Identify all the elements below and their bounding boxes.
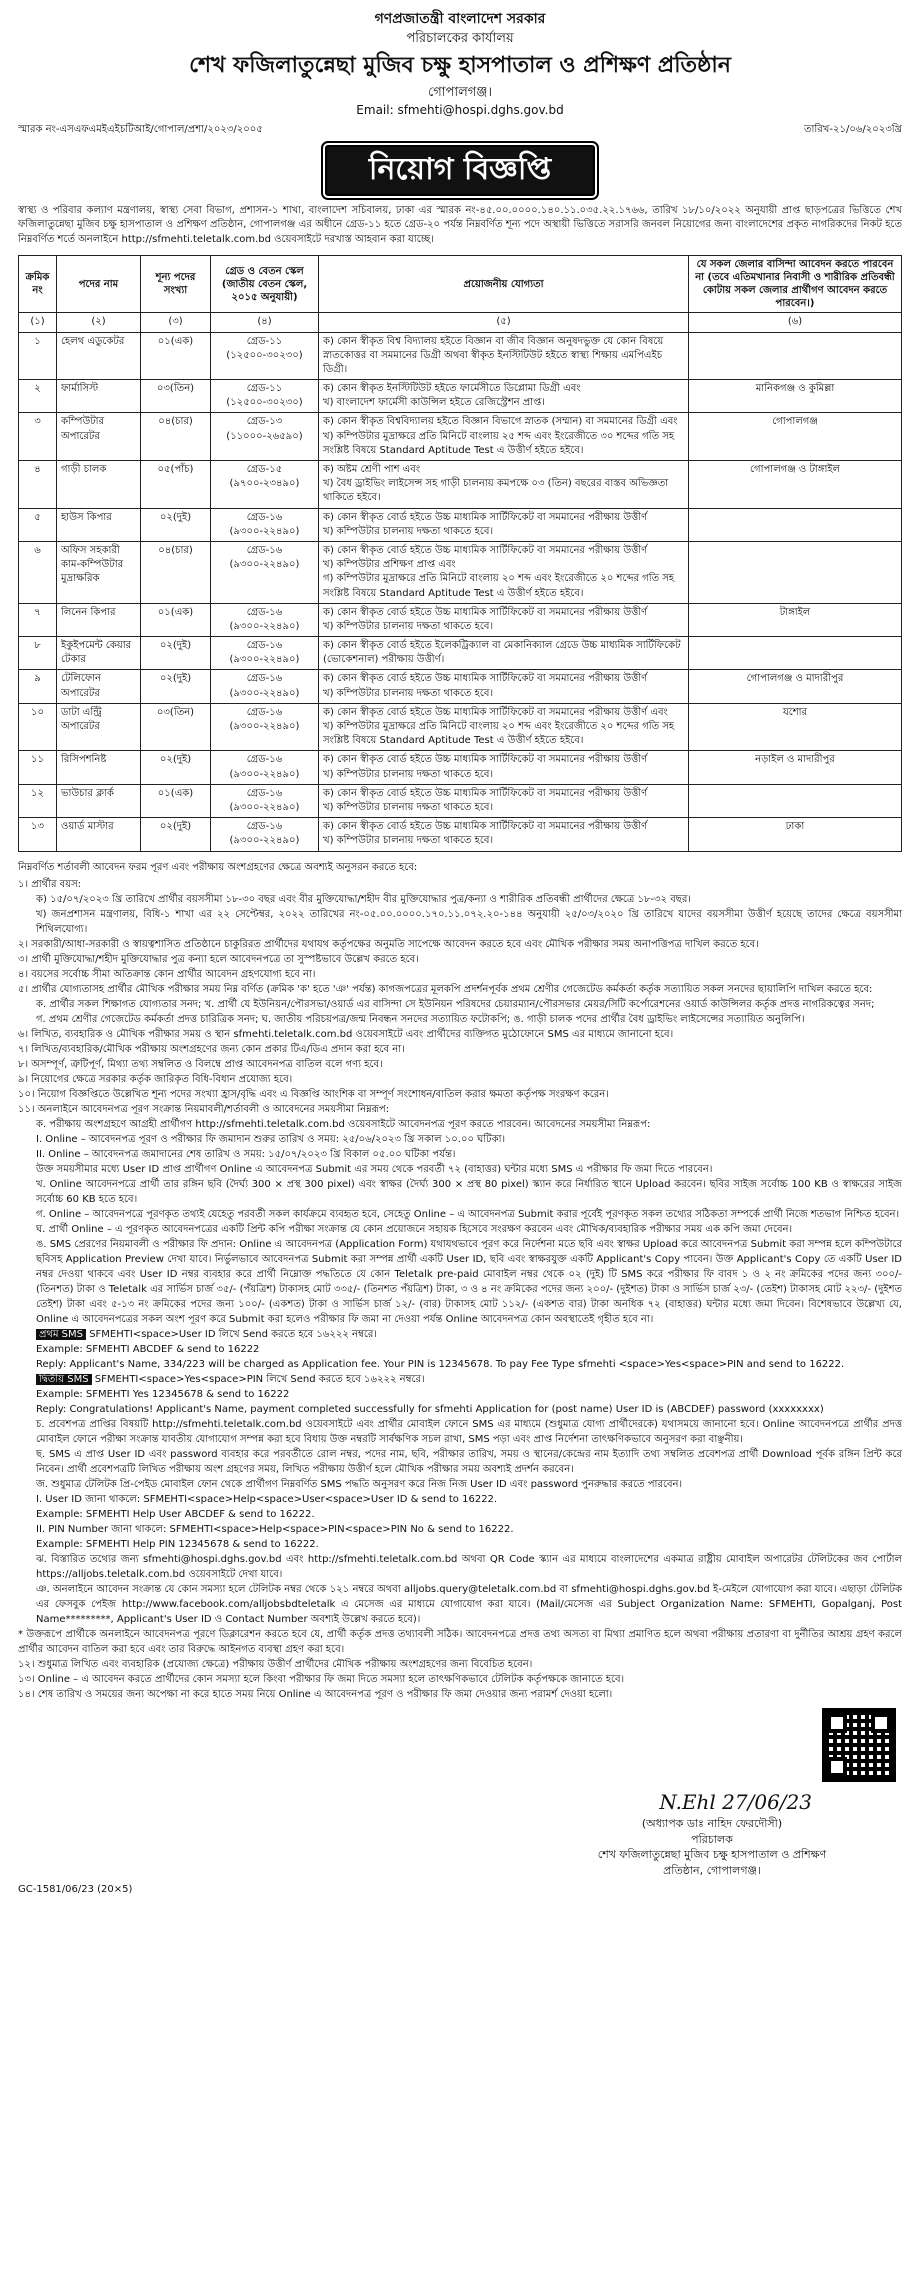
- row-post: কম্পিউটার অপারেটর: [57, 413, 141, 461]
- grade-label: গ্রেড-১১: [246, 335, 283, 347]
- row-districts: গোপালগঞ্জ ও মাদারীপুর: [689, 670, 902, 703]
- row-districts: [689, 508, 902, 541]
- row-districts: মানিকগঞ্জ ও কুমিল্লা: [689, 380, 902, 413]
- table-row: [19, 703, 902, 751]
- qualification-item: খ) কম্পিউটার চালনায় দক্ষতা থাকতে হবে।: [323, 835, 494, 847]
- qualification-item: ক) কোন স্বীকৃত বোর্ড হইতে ইলেকট্রিক্যাল বা মেকানিক্যাল গ্রেডে উচ্চ মাধ্যমিক সার্টিফিকেট (ভোকেশনাল) পরীক্ষায় উত্তীর্ণ।: [323, 640, 681, 666]
- row-count: ০৪(চার): [141, 413, 211, 461]
- row-qualification: [319, 461, 689, 509]
- colnum: (৫): [319, 313, 689, 332]
- table-row: [19, 751, 902, 784]
- grade-label: গ্রেড-১৬: [246, 787, 283, 799]
- condition-line: ঘ. প্রার্থী Online – এ পূরণকৃত আবেদনপত্রের একটি প্রিন্ট কপি পরীক্ষা সংক্রান্ত যে কোন প্রয়োজনে সহায়ক হিসেবে সংরক্ষণ করবেন এবং মৌখিক/ব্যবহারিক পরীক্ষার সময় এক কপি জমা দেবেন।: [36, 1223, 793, 1235]
- col-post: পদের নাম: [57, 256, 141, 313]
- condition-line: Example: SFMEHTI Help User ABCDEF & send to 16222.: [36, 1508, 315, 1520]
- col-grade: গ্রেড ও বেতন স্কেল (জাতীয় বেতন স্কেল, ২০১৫ অনুযায়ী): [211, 256, 319, 313]
- condition-line: উক্ত সময়সীমার মধ্যে User ID প্রাপ্ত প্রার্থীগণ Online এ আবেদনপত্র Submit এর সময় থেকে পরবর্তী ৭২ (বাহাত্তর) ঘন্টার মধ্যে SMS এ পরীক্ষার ফি জমা দিতে পারবেন।: [36, 1163, 713, 1175]
- table-row: [19, 541, 902, 603]
- sms1-text: SFMEHTI<space>User ID লিখে Send করতে হবে ১৬২২২ নম্বরে।: [89, 1328, 377, 1340]
- row-post: লিনেন কিপার: [57, 603, 141, 636]
- row-grade: [211, 413, 319, 461]
- row-qualification: [319, 541, 689, 603]
- qualification-item: ক) কোন স্বীকৃত বোর্ড হইতে উচ্চ মাধ্যমিক সার্টিফিকেট বা সমমানের পরীক্ষায় উত্তীর্ণ: [323, 606, 648, 618]
- signature-area: [18, 1708, 902, 1896]
- signatory-designation: পরিচালক: [691, 1832, 733, 1846]
- pay-scale: (১২৫০০-৩০২৩০): [226, 349, 303, 361]
- pay-scale: (৯৩০০-২২৪৯০): [229, 721, 300, 733]
- row-districts: [689, 541, 902, 603]
- row-serial: ৪: [19, 461, 57, 509]
- row-post: অফিস সহকারী কাম-কম্পিউটার মুদ্রাক্ষরিক: [57, 541, 141, 603]
- row-districts: [689, 784, 902, 817]
- vacancy-table: [18, 255, 902, 851]
- column-number-row: [19, 313, 902, 332]
- qualification-item: খ) বাংলাদেশ ফার্মেসী কাউন্সিল হইতে রেজিস্ট্রেশন প্রাপ্ত।: [323, 397, 545, 409]
- row-qualification: [319, 751, 689, 784]
- condition-line: গ. Online – আবেদনপত্রে পূরণকৃত তথ্যই যেহেতু পরবর্তী সকল কার্যক্রমে ব্যবহৃত হবে, সেহেতু Online – এ আবেদনপত্র Submit করার পূর্বেই পূরণকৃত সকল তথ্যের সঠিকতা সম্পর্কে প্রার্থী নিজে শতভাগ নিশ্চিত হবেন।: [36, 1208, 900, 1220]
- condition-line: ৫। প্রার্থীর যোগ্যতাসহ প্রার্থীর মৌখিক পরীক্ষার সময় নিম্ন বর্ণিত (ক্রমিক 'ক' হতে 'ঞ' পর্যন্ত) কাগজপত্রের মূলকপি প্রদর্শনপূর্বক প্রথম শ্রেণীর গেজেটেড কর্মকর্তা কর্তৃক সত্যায়িত সকল সনদের ছায়ালিপি দাখিল করতে হবে:: [18, 983, 873, 995]
- row-districts: গোপালগঞ্জ: [689, 413, 902, 461]
- qualification-item: খ) কম্পিউটার মুদ্রাক্ষরে প্রতি মিনিটে বাংলায় ২০ শব্দ এবং ইংরেজীতে ২০ শব্দের গতি সহ সংশ্লিষ্ট বিষয়ে Standard Aptitude Test এ উত্তীর্ণ হইতে হইবে।: [323, 721, 675, 747]
- memo-line: [18, 123, 902, 137]
- pay-scale: (৯৩০০-২২৪৯০): [229, 835, 300, 847]
- qualification-item: ক) অষ্টম শ্রেণী পাশ এবং: [323, 464, 421, 476]
- footer-code: GC-1581/06/23 (20×5): [18, 1884, 133, 1896]
- condition-line: ক. প্রার্থীর সকল শিক্ষাগত যোগ্যতার সনদ; খ. প্রার্থী যে ইউনিয়ন/পৌরসভা/ওয়ার্ড এর বাসিন্দা সে ইউনিয়ন পরিষদের চেয়ারম্যান/পৌরসভার মেয়র/সিটি কর্পোরেশনের ওয়ার্ড কাউন্সিলর কর্তৃক প্রদত্ত নাগরিকত্বের সনদ;: [36, 998, 875, 1010]
- office-name: পরিচালকের কার্যালয়: [406, 30, 514, 46]
- condition-line: ১৩। Online – এ আবেদন করতে প্রার্থীদের কোন সমস্যা হলে কিংবা পরীক্ষার ফি জমা দিতে সমস্যা হলে তাৎক্ষণিকভাবে টেলিটক কর্তৃপক্ষকে জানাতে হবে।: [18, 1673, 625, 1685]
- colnum: (৬): [689, 313, 902, 332]
- grade-label: গ্রেড-১৫: [246, 464, 283, 476]
- condition-line: ৩। প্রার্থী মুক্তিযোদ্ধা/শহীদ মুক্তিযোদ্ধার পুত্র কন্যা হলে আবেদনপত্রে তা সুস্পষ্টভাবে উল্লেখ করতে হবে।: [18, 953, 419, 965]
- qr-code-icon[interactable]: [822, 1708, 896, 1782]
- row-serial: ১৩: [19, 818, 57, 851]
- row-districts: টাঙ্গাইল: [689, 603, 902, 636]
- condition-line: জ. শুধুমাত্র টেলিটক প্রি-পেইড মোবাইল ফোন থেকে প্রার্থীগণ নিম্নবর্ণিত SMS পদ্ধতি অনুসরণ করে নিজ নিজ User ID এবং password পুনরুদ্ধার করতে পারবেন।: [36, 1478, 683, 1490]
- row-grade: [211, 541, 319, 603]
- row-serial: ১১: [19, 751, 57, 784]
- condition-line: ১০। নিয়োগ বিজ্ঞপ্তিতে উল্লেখিত শূন্য পদের সংখ্যা হ্রাস/বৃদ্ধি এবং এ বিজ্ঞপ্তি আংশিক বা সম্পূর্ণ সংশোধন/বাতিল করার ক্ষমতা কর্তৃপক্ষ সংরক্ষণ করেন।: [18, 1088, 609, 1100]
- notice-title: নিয়োগ বিজ্ঞপ্তি: [325, 145, 595, 196]
- qualification-item: ক) কোন স্বীকৃত বোর্ড হইতে উচ্চ মাধ্যমিক সার্টিফিকেট বা সমমানের পরীক্ষায় উত্তীর্ণ: [323, 821, 648, 833]
- title-wrap: [18, 145, 902, 196]
- row-count: ০১(এক): [141, 784, 211, 817]
- table-row: [19, 784, 902, 817]
- row-districts: নড়াইল ও মাদারীপুর: [689, 751, 902, 784]
- qualification-item: খ) কম্পিউটার চালনায় দক্ষতা থাকতে হবে।: [323, 687, 494, 699]
- condition-line: * উক্তরূপে প্রার্থীকে অনলাইনে আবেদনপত্র পূরণে ডিক্লারেশন করতে হবে যে, প্রার্থী কর্তৃক প্রদত্ত তথ্যাবলী সঠিক। আবেদনপত্রে প্রদত্ত তথ্য অসত্য বা মিথ্যা প্রমাণিত হলে অথবা পরীক্ষায় প্রতারণা বা দুর্নীতির আশ্রয় গ্রহণ করলে প্রার্থীর আবেদন বাতিল করা হবে এবং তার বিরুদ্ধে আইনগত ব্যবস্থা গ্রহণ করা হবে।: [18, 1628, 902, 1655]
- row-serial: ৩: [19, 413, 57, 461]
- colnum: (৪): [211, 313, 319, 332]
- grade-label: গ্রেড-১৬: [246, 640, 283, 652]
- row-grade: [211, 637, 319, 670]
- row-serial: ৭: [19, 603, 57, 636]
- office-email: Email: sfmehti@hospi.dghs.gov.bd: [356, 103, 564, 118]
- qualification-item: খ) কম্পিউটার চালনায় দক্ষতা থাকতে হবে।: [323, 620, 494, 632]
- row-qualification: [319, 508, 689, 541]
- conditions-list-2: [18, 1417, 902, 1702]
- row-qualification: [319, 603, 689, 636]
- pay-scale: (৯৭০০-২৩৪৯০): [229, 478, 300, 490]
- sms1-reply: Reply: Applicant's Name, 334/223 will be charged as Application fee. Your PIN is 12345678. To pay Fee Type sfmehti <space>Yes<space>PIN and send to 16222.: [36, 1358, 845, 1370]
- condition-line: ৪। বয়সের সর্বোচ্চ সীমা অতিক্রান্ত কোন প্রার্থীর আবেদন গ্রহণযোগ্য হবে না।: [18, 968, 316, 980]
- pay-scale: (৯৩০০-২২৪৯০): [229, 525, 300, 537]
- qualification-item: ক) কোন স্বীকৃত বোর্ড হইতে উচ্চ মাধ্যমিক সার্টিফিকেট বা সমমানের পরীক্ষায় উত্তীর্ণ: [323, 544, 648, 556]
- row-count: ০৩(তিন): [141, 703, 211, 751]
- qr-finder: [827, 1757, 847, 1777]
- col-serial: ক্রমিক নং: [19, 256, 57, 313]
- colnum: (৩): [141, 313, 211, 332]
- row-qualification: [319, 670, 689, 703]
- row-qualification: [319, 637, 689, 670]
- signature-scribble: N.Ehl 27/06/23: [659, 1789, 812, 1814]
- grade-label: গ্রেড-১১: [246, 383, 283, 395]
- qualification-item: ক) কোন স্বীকৃত ইনস্টিটিউট হইতে ফার্মেসীতে ডিপ্লোমা ডিগ্রী এবং: [323, 383, 581, 395]
- condition-line: ২। সরকারী/আধা-সরকারী ও স্বায়ত্বশাসিত প্রতিষ্ঠানে চাকুরিরত প্রার্থীদের যথাযথ কর্তৃপক্ষের অনুমতি সাপেক্ষে আবেদন করতে হবে এবং মৌখিক পরীক্ষার সময় অনাপত্তিপত্র দাখিল করতে হবে।: [18, 938, 759, 950]
- row-post: হেলথ এডুকেটর: [57, 332, 141, 380]
- condition-line: Example: SFMEHTI Help PIN 12345678 & send to 16222.: [36, 1538, 319, 1550]
- row-post: হাউস কিপার: [57, 508, 141, 541]
- row-districts: ঢাকা: [689, 818, 902, 851]
- government-name: গণপ্রজাতন্ত্রী বাংলাদেশ সরকার: [374, 11, 546, 27]
- row-districts: [689, 637, 902, 670]
- grade-label: গ্রেড-১৬: [246, 606, 283, 618]
- conditions-list: [18, 877, 902, 1327]
- row-serial: ৮: [19, 637, 57, 670]
- qualification-item: ক) কোন স্বীকৃত বোর্ড হইতে উচ্চ মাধ্যমিক সার্টিফিকেট বা সমমানের পরীক্ষায় উত্তীর্ণ: [323, 754, 648, 766]
- condition-line: ঞ. অনলাইনে আবেদন সংক্রান্ত যে কোন সমস্যা হলে টেলিটক নম্বর থেকে ১২১ নম্বরে অথবা alljobs.query@teletalk.com.bd বা sfmehti@hospi.dghs.gov.bd ই-মেইলে যোগাযোগ করা যাবে। এছাড়া টেলিটক এর ফেসবুক পেইজ http://www.facebook.com/alljobsbdteletalk এ মেসেজ এর মাধ্যমে যোগাযোগ করা যাবে। (Mail/মেসেজ এর Subject Organization Name: SFMEHTI, Gopalganj, Post Name*********, Applicant's User ID ও Contact Number অবশ্যই উল্লেখ করতে হবে)।: [36, 1583, 902, 1625]
- row-post: ভাউচার ক্লার্ক: [57, 784, 141, 817]
- sms1-example: Example: SFMEHTI ABCDEF & send to 16222: [36, 1343, 260, 1355]
- colnum: (২): [57, 313, 141, 332]
- sms2-tag: দ্বিতীয় SMS: [36, 1374, 92, 1385]
- conditions-section: [18, 860, 902, 1702]
- qualification-item: খ) কম্পিউটার প্রশিক্ষণ প্রাপ্ত এবং: [323, 559, 456, 571]
- row-count: ০১(এক): [141, 332, 211, 380]
- row-grade: [211, 784, 319, 817]
- row-post: ফার্মাসিস্ট: [57, 380, 141, 413]
- qualification-item: ক) কোন স্বীকৃত বোর্ড হইতে উচ্চ মাধ্যমিক সার্টিফিকেট বা সমমানের পরীক্ষায় উত্তীর্ণ: [323, 787, 648, 799]
- memo-number: স্মারক নং-এসএফএমইএইচটিআই/গোপাল/প্রশা/২০২৩/২০০৫: [18, 124, 263, 136]
- qualification-item: খ) কম্পিউটার মুদ্রাক্ষরে প্রতি মিনিটে বাংলায় ২৫ শব্দ এবং ইংরেজীতে ৩০ শব্দের গতি সহ সংশ্লিষ্ট বিষয়ে Standard Aptitude Test এ উত্তীর্ণ হইতে হইবে।: [323, 430, 675, 456]
- row-count: ০৪(চার): [141, 541, 211, 603]
- grade-label: গ্রেড-১৩: [246, 416, 283, 428]
- row-qualification: [319, 818, 689, 851]
- condition-line: ক) ১৫/০৭/২০২৩ খ্রি তারিখে প্রার্থীর বয়সসীমা ১৮-৩০ বছর এবং বীর মুক্তিযোদ্ধা/শহীদ বীর মুক্তিযোদ্ধার পুত্র/কন্যা ও শারীরিক প্রতিবন্ধী প্রার্থীদের ক্ষেত্রে ১৮-৩২ বছর।: [36, 893, 691, 905]
- row-count: ০২(দুই): [141, 670, 211, 703]
- memo-date: তারিখ-২১/০৬/২০২৩খ্রি: [804, 124, 902, 136]
- row-count: ০২(দুই): [141, 751, 211, 784]
- condition-line: ঝ. বিস্তারিত তথ্যের জন্য sfmehti@hospi.dghs.gov.bd এবং http://sfmehti.teletalk.com.bd অথবা QR Code স্ক্যান এর মাধ্যমে বাংলাদেশের একমাত্র রাষ্ট্রীয় মোবাইল অপারেটর টেলিটকের জব পোর্টাল https://alljobs.teletalk.com.bd ওয়েবসাইটে দেখা যাবে।: [36, 1553, 902, 1580]
- table-row: [19, 603, 902, 636]
- condition-line: ১। প্রার্থীর বয়স:: [18, 878, 82, 890]
- letterhead: [18, 10, 902, 119]
- row-grade: [211, 751, 319, 784]
- signatory-name: (অধ্যাপক ডাঃ নাহিদ ফেরদৌসী): [641, 1816, 783, 1830]
- row-grade: [211, 332, 319, 380]
- qr-finder: [871, 1713, 891, 1733]
- row-districts: গোপালগঞ্জ ও টাঙ্গাইল: [689, 461, 902, 509]
- pay-scale: (৯৩০০-২২৪৯০): [229, 654, 300, 666]
- condition-line: ঙ. SMS প্রেরণের নিয়মাবলী ও পরীক্ষার ফি প্রদান: Online এ আবেদনপত্র (Application Form) যথাযথভাবে পূরণ করে নির্দেশনা মতে ছবি এবং স্বাক্ষর Upload করে আবেদনপত্র Submit করা সম্পন্ন হলে কম্পিউটারে ছবিসহ Application Preview দেখা যাবে। নির্ভুলভাবে আবেদনপত্র Submit করা সম্পন্ন প্রার্থী একটি User ID, ছবি এবং স্বাক্ষরযুক্ত একটি Applicant's Copy পাবেন। উক্ত Applicant's Copy তে একটি User ID নম্বর দেওয়া থাকবে এবং User ID নম্বর ব্যবহার করে প্রার্থী নিম্নোক্ত পদ্ধতিতে যে কোন Teletalk pre-paid মোবাইল নম্বর থেকে ০২ (দুই) টি SMS করে পরীক্ষার ফি বাবদ ১ ও ২ নং ক্রমিকের পদের জন্য ৩০০/- (তিনশত) টাকা ও Teletalk এর সার্ভিস চার্জ ৩৫/- (পঁয়ত্রিশ) টাকাসহ মোট ৩৩৫/- (তিনশত পঁয়ত্রিশ) টাকা, ৩ ও ৪ নং ক্রমিকের পদের জন্য ২০০/- (দুইশত) টাকা ও সার্ভিস চার্জ ২৩/- (তেইশ) টাকাসহ মোট ২২৩/- (দুইশত তেইশ) টাকা এবং ৫-১৩ নং ক্রমিকের পদের জন্য ১০০/- (একশত) টাকা ও সার্ভিস চার্জ ১২/- (বার) টাকাসহ মোট ১১২/- (একশত বার) টাকা অনধিক ৭২ (বাহাত্তর) ঘন্টার মধ্যে জমা দিবেন। বিশেষভাবে উল্লেখ্য যে, Online এ আবেদনপত্রের সকল অংশ পূরণ করে Submit করা হলেও পরীক্ষার ফি জমা না দেওয়া পর্যন্ত Online আবেদনপত্র কোন অবস্থাতেই গৃহীত হবে না।: [36, 1238, 902, 1325]
- qr-finder: [827, 1713, 847, 1733]
- qualification-item: খ) বৈধ ড্রাইভিং লাইসেন্স সহ গাড়ী চালনায় কমপক্ষে ০৩ (তিন) বছরের বাস্তব অভিজ্ঞতা থাকিতে হইবে।: [323, 478, 669, 504]
- sms2-text: SFMEHTI<space>Yes<space>PIN লিখে Send করতে হবে ১৬২২২ নম্বরে।: [94, 1373, 425, 1385]
- signatory-org: শেখ ফজিলাতুন্নেছা মুজিব চক্ষু হাসপাতাল ও প্রশিক্ষণ প্রতিষ্ঠান, গোপালগঞ্জ।: [597, 1848, 827, 1877]
- pay-scale: (১২৫০০-৩০২৩০): [226, 397, 303, 409]
- table-row: [19, 670, 902, 703]
- table-header-row: [19, 256, 902, 313]
- row-count: ০৫(পাঁচ): [141, 461, 211, 509]
- vacancy-rows: [19, 332, 902, 851]
- row-post: ওয়ার্ড মাস্টার: [57, 818, 141, 851]
- condition-line: II. PIN Number জানা থাকলে: SFMEHTI<space>Help<space>PIN<space>PIN No & send to 16222.: [36, 1523, 514, 1535]
- condition-line: ৬। লিখিত, ব্যবহারিক ও মৌখিক পরীক্ষার সময় ও স্থান sfmehti.teletalk.com.bd ওয়েবসাইটে এবং প্রার্থীদের ব্যক্তিগত মুঠোফোনে SMS এর মাধ্যমে জানানো হবে।: [18, 1028, 674, 1040]
- condition-line: খ) জনপ্রশাসন মন্ত্রণালয়, বিধি-১ শাখা এর ২২ সেপ্টেম্বর, ২০২২ তারিখের নং-০৫.০০.০০০০.১৭০.১১.০৭২.২০-১৪৪ অনুযায়ী ২৫/০৩/২০২০ খ্রি তারিখে যাদের বয়সসীমা উত্তীর্ণ হয়েছে তাদের ক্ষেত্রে বয়সসীমা শিথিলযোগ্য।: [36, 908, 902, 935]
- conditions-lead: নিম্নবর্ণিত শর্তাবলী আবেদন ফরম পূরণ এবং পরীক্ষায় অংশগ্রহণের ক্ষেত্রে অবশ্যই অনুসরন করতে হবে:: [18, 861, 418, 873]
- city-name: গোপালগঞ্জ।: [427, 84, 493, 100]
- table-row: [19, 637, 902, 670]
- hospital-name: শেখ ফজিলাতুন্নেছা মুজিব চক্ষু হাসপাতাল ও প্রশিক্ষণ প্রতিষ্ঠান: [189, 53, 731, 79]
- condition-line: I. Online – আবেদনপত্র পূরণ ও পরীক্ষার ফি জমাদান শুরুর তারিখ ও সময়: ২৫/০৬/২০২৩ খ্রি সকাল ১০.০০ ঘটিকা।: [36, 1133, 506, 1145]
- qualification-item: খ) কম্পিউটার চালনায় দক্ষতা থাকতে হবে।: [323, 768, 494, 780]
- grade-label: গ্রেড-১৬: [246, 706, 283, 718]
- grade-label: গ্রেড-১৬: [246, 544, 283, 556]
- qualification-item: খ) কম্পিউটার চালনায় দক্ষতা থাকতে হবে।: [323, 525, 494, 537]
- qualification-item: ক) কোন স্বীকৃত বোর্ড হইতে উচ্চ মাধ্যমিক সার্টিফিকেট বা সমমানের পরীক্ষায় উত্তীর্ণ: [323, 511, 648, 523]
- row-serial: ১২: [19, 784, 57, 817]
- table-row: [19, 332, 902, 380]
- table-row: [19, 508, 902, 541]
- qualification-item: ক) কোন স্বীকৃত বোর্ড হইতে উচ্চ মাধ্যমিক সার্টিফিকেট বা সমমানের পরীক্ষায় উত্তীর্ণ: [323, 673, 648, 685]
- pay-scale: (৯৩০০-২২৪৯০): [229, 768, 300, 780]
- condition-line: I. User ID জানা থাকলে: SFMEHTI<space>Help<space>User<space>User ID & send to 16222.: [36, 1493, 498, 1505]
- row-serial: ১০: [19, 703, 57, 751]
- row-grade: [211, 818, 319, 851]
- row-districts: যশোর: [689, 703, 902, 751]
- condition-line: ১৪। শেষ তারিখ ও সময়ের জন্য অপেক্ষা না করে হাতে সময় নিয়ে Online এ আবেদনপত্র পূরণ ও পরীক্ষার ফি জমা দেওয়ার জন্য পরামর্শ দেওয়া হলো।: [18, 1688, 613, 1700]
- row-count: ০২(দুই): [141, 637, 211, 670]
- row-post: গাড়ী চালক: [57, 461, 141, 509]
- signature-block: [582, 1788, 842, 1879]
- pay-scale: (৯৩০০-২২৪৯০): [229, 559, 300, 571]
- row-count: ০৩(তিন): [141, 380, 211, 413]
- row-serial: ৫: [19, 508, 57, 541]
- row-serial: ৯: [19, 670, 57, 703]
- pay-scale: (৯৩০০-২২৪৯০): [229, 801, 300, 813]
- condition-line: ১২। শুধুমাত্র লিখিত এবং ব্যবহারিক (প্রযোজ্য ক্ষেত্রে) পরীক্ষায় উত্তীর্ণ প্রার্থীদের মৌখিক পরীক্ষায় অংশগ্রহণের জন্য বিবেচিত হবেন।: [18, 1658, 533, 1670]
- row-grade: [211, 703, 319, 751]
- row-grade: [211, 603, 319, 636]
- pay-scale: (৯৩০০-২২৪৯০): [229, 687, 300, 699]
- grade-label: গ্রেড-১৬: [246, 511, 283, 523]
- row-qualification: [319, 784, 689, 817]
- row-count: ০১(এক): [141, 603, 211, 636]
- qualification-item: ক) কোন স্বীকৃত বোর্ড হইতে উচ্চ মাধ্যমিক সার্টিফিকেট বা সমমানের পরীক্ষায় উত্তীর্ণ এবং: [323, 706, 668, 718]
- row-qualification: [319, 703, 689, 751]
- condition-line: ৮। অসম্পূর্ণ, ত্রুটিপূর্ণ, মিথ্যা তথ্য সম্বলিত ও বিলম্বে প্রাপ্ত আবেদনপত্র বাতিল বলে গণ্য হবে।: [18, 1058, 383, 1070]
- condition-line: ৭। লিখিত/ব্যবহারিক/মৌখিক পরীক্ষায় অংশগ্রহণের জন্য কোন প্রকার টিএ/ডিএ প্রদান করা হবে না।: [18, 1043, 405, 1055]
- condition-line: গ. প্রথম শ্রেণীর গেজেটেড কর্মকর্তা প্রদত্ত চারিত্রিক সনদ; ঘ. জাতীয় পরিচয়পত্র/জন্ম নিবন্ধন সনদের সত্যায়িত ফটোকপি; ঙ. গাড়ী চালক পদের প্রার্থীর বৈধ ড্রাইভিং লাইসেন্সের সত্যায়িত অনুলিপি।: [36, 1013, 805, 1025]
- qualification-item: ক) কোন স্বীকৃত বিশ্ববিদ্যালয় হইতে বিজ্ঞান বিভাগে স্নাতক (সম্মান) বা সমমানের ডিগ্রী এবং: [323, 416, 678, 428]
- qualification-item: গ) কম্পিউটার মুদ্রাক্ষরে প্রতি মিনিটে বাংলায় ২০ শব্দ এবং ইংরেজীতে ২০ শব্দের গতি সহ সংশ্লিষ্ট বিষয়ে Standard Aptitude Test এ উত্তীর্ণ হইতে হইবে।: [323, 573, 675, 599]
- sms2-example: Example: SFMEHTI Yes 12345678 & send to 16222: [36, 1388, 290, 1400]
- condition-line: ৯। নিয়োগের ক্ষেত্রে সরকার কর্তৃক জারিকৃত বিধি-বিধান প্রযোজ্য হবে।: [18, 1073, 293, 1085]
- sms1-tag: প্রথম SMS: [36, 1329, 86, 1340]
- qualification-item: ক) কোন স্বীকৃত বিশ্ব বিদ্যালয় হইতে বিজ্ঞান বা জীব বিজ্ঞান অনুষদভুক্ত যে কোন বিষয়ে স্নাতকোত্তর বা সমমানের ডিগ্রী অথবা স্বীকৃত ইনস্টিটিউট হইতে স্বাস্থ্য শিক্ষায় এমপিএইচ ডিগ্রী।: [323, 335, 664, 375]
- row-post: টেলিফোন অপারেটর: [57, 670, 141, 703]
- row-serial: ২: [19, 380, 57, 413]
- pay-scale: (১১০০০-২৬৫৯০): [226, 430, 303, 442]
- sms1-line: [18, 1327, 902, 1342]
- row-grade: [211, 508, 319, 541]
- row-qualification: [319, 332, 689, 380]
- colnum: (১): [19, 313, 57, 332]
- row-grade: [211, 670, 319, 703]
- row-count: ০২(দুই): [141, 818, 211, 851]
- grade-label: গ্রেড-১৬: [246, 754, 283, 766]
- col-qualification: প্রয়োজনীয় যোগ্যতা: [319, 256, 689, 313]
- condition-line: II. Online – আবেদনপত্র জমাদানের শেষ তারিখ ও সময়: ১৫/০৭/২০২৩ খ্রি বিকাল ০৫.০০ ঘটিকা পর্যন্ত।: [36, 1148, 456, 1160]
- condition-line: খ. Online আবেদনপত্রে প্রার্থী তার রঙ্গিন ছবি (দৈর্ঘ্য 300 × প্রস্থ 300 pixel) এবং স্বাক্ষর (দৈর্ঘ্য 300 × প্রস্থ 80 pixel) স্ক্যান করে নির্ধারিত স্থানে Upload করবেন। ছবির সাইজ সর্বোচ্চ 100 KB ও স্বাক্ষরের সাইজ সর্বোচ্চ 60 KB হতে হবে।: [36, 1178, 902, 1205]
- row-post: রিসিপশনিষ্ট: [57, 751, 141, 784]
- row-serial: ১: [19, 332, 57, 380]
- row-count: ০২(দুই): [141, 508, 211, 541]
- row-post: ডাটা এন্ট্রি অপারেটর: [57, 703, 141, 751]
- condition-line: ক. পরীক্ষায় অংশগ্রহণে আগ্রহী প্রার্থীগণ http://sfmehti.teletalk.com.bd ওয়েবসাইটে আবেদনপত্র পূরণ করতে পারবেন। আবেদনের সময়সীমা নিম্নরূপ:: [36, 1118, 651, 1130]
- sms2-reply: Reply: Congratulations! Applicant's Name, payment completed successfully for sfmehti Application for (post name) User ID is (ABCDEF) password (xxxxxxxx): [36, 1403, 824, 1415]
- row-post: ইকুইপমেন্ট কেয়ার টেকার: [57, 637, 141, 670]
- table-row: [19, 380, 902, 413]
- row-qualification: [319, 380, 689, 413]
- row-serial: ৬: [19, 541, 57, 603]
- grade-label: গ্রেড-১৬: [246, 673, 283, 685]
- table-row: [19, 818, 902, 851]
- row-qualification: [319, 413, 689, 461]
- col-districts: যে সকল জেলার বাসিন্দা আবেদন করতে পারবেন না (তবে এতিমখানার নিবাসী ও শারীরিক প্রতিবন্ধী কোটায় সকল জেলার প্রার্থীগণ আবেদন করতে পারবেন।): [689, 256, 902, 313]
- row-grade: [211, 380, 319, 413]
- grade-label: গ্রেড-১৬: [246, 821, 283, 833]
- qualification-item: খ) কম্পিউটার চালনায় দক্ষতা থাকতে হবে।: [323, 801, 494, 813]
- row-districts: [689, 332, 902, 380]
- table-row: [19, 413, 902, 461]
- condition-line: ১১। অনলাইনে আবেদনপত্র পূরণ সংক্রান্ত নিয়মাবলী/শর্তাবলী ও আবেদনের সময়সীমা নিম্নরূপ:: [18, 1103, 390, 1115]
- sms2-line: [18, 1372, 902, 1387]
- condition-line: চ. প্রবেশপত্র প্রাপ্তির বিষয়টি http://sfmehti.teletalk.com.bd ওয়েবসাইটে এবং প্রার্থীর মোবাইল ফোনে SMS এর মাধ্যমে (শুধুমাত্র যোগ্য প্রার্থীদেরকে) যথাসময়ে জানানো হবে। Online আবেদনপত্রে প্রার্থীর প্রদত্ত মোবাইল ফোনে পরীক্ষা সংক্রান্ত যাবতীয় যোগাযোগ সম্পন্ন করা হবে বিধায় উক্ত নম্বরটি সার্বক্ষণিক সচল রাখা, SMS পড়া এবং প্রাপ্ত নির্দেশনা তাৎক্ষণিকভাবে অনুসরণ করা বাঞ্ছনীয়।: [36, 1418, 902, 1445]
- col-count: শূন্য পদের সংখ্যা: [141, 256, 211, 313]
- row-grade: [211, 461, 319, 509]
- table-row: [19, 461, 902, 509]
- condition-line: ছ. SMS এ প্রাপ্ত User ID এবং password ব্যবহার করে পরবর্তীতে রোল নম্বর, পদের নাম, ছবি, পরীক্ষার তারিখ, সময় ও স্থানের/কেন্দ্রের নাম ইত্যাদি তথ্য সম্বলিত প্রবেশপত্র প্রার্থী Download পূর্বক রঙ্গিন প্রিন্ট করে নিবেন। প্রার্থী প্রবেশপত্রটি লিখিত পরীক্ষায় অংশ গ্রহণের সময়, লিখিত পরীক্ষায় উত্তীর্ণ হলে মৌখিক পরীক্ষার সময় অবশ্যই প্রদর্শন করবেন।: [36, 1448, 902, 1475]
- pay-scale: (৯৩০০-২২৪৯০): [229, 620, 300, 632]
- intro-paragraph: স্বাস্থ্য ও পরিবার কল্যাণ মন্ত্রণালয়, স্বাস্থ্য সেবা বিভাগ, প্রশাসন-১ শাখা, বাংলাদেশ সচিবালয়, ঢাকা এর স্মারক নং-৪৫.০০.০০০০.১৪০.১১.০৩৫.২২.১৭৬৬, তারিখ ১৮/১০/২০২২ অনুযায়ী প্রাপ্ত ছাড়পত্রের ভিত্তিতে শেখ ফজিলাতুন্নেছা মুজিব চক্ষু হাসপাতাল ও প্রশিক্ষণ প্রতিষ্ঠান, গোপালগঞ্জ এর অধীনে গ্রেড-১১ হতে গ্রেড-২০ পর্যন্ত নিম্নবর্ণিত শূন্য পদে অস্থায়ী ভিত্তিতে সরাসরি জনবল নিয়োগের জন্য বাংলাদেশের প্রকৃত নাগরিকদের নিকট হতে নিম্নবর্ণিত শর্তে অনলাইনে http://sfmehti.teletalk.com.bd ওয়েবসাইটে দরখাস্ত আহবান করা যাচ্ছে।: [18, 204, 902, 245]
